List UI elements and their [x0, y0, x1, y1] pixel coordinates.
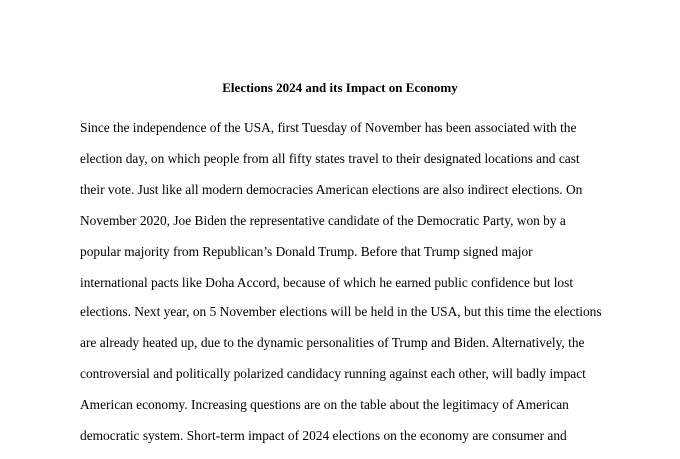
- body-line: are already heated up, due to the dynamic personalities of Trump and Biden. Alternatively, the: [80, 335, 585, 350]
- body-line: American economy. Increasing questions are on the table about the legitimacy of American: [80, 397, 569, 412]
- body-line: Since the independence of the USA, first Tuesday of November has been associated with the: [80, 120, 577, 135]
- body-line: elections. Next year, on 5 November elections will be held in the USA, but this time the elections: [80, 304, 602, 319]
- body-line: their vote. Just like all modern democracies American elections are also indirect elections. On: [80, 182, 583, 197]
- body-line: international pacts like Doha Accord, because of which he earned public confidence but lost: [80, 275, 574, 290]
- document-title: Elections 2024 and its Impact on Economy: [222, 80, 458, 95]
- body-line: controversial and politically polarized candidacy running against each other, will badly impact: [80, 366, 586, 381]
- body-line: November 2020, Joe Biden the representative candidate of the Democratic Party, won by a: [80, 213, 566, 228]
- body-line: democratic system. Short-term impact of 2024 elections on the economy are consumer and: [80, 428, 567, 443]
- body-line: election day, on which people from all fifty states travel to their designated locations and cast: [80, 151, 580, 166]
- body-line: popular majority from Republican’s Donald Trump. Before that Trump signed major: [80, 244, 533, 259]
